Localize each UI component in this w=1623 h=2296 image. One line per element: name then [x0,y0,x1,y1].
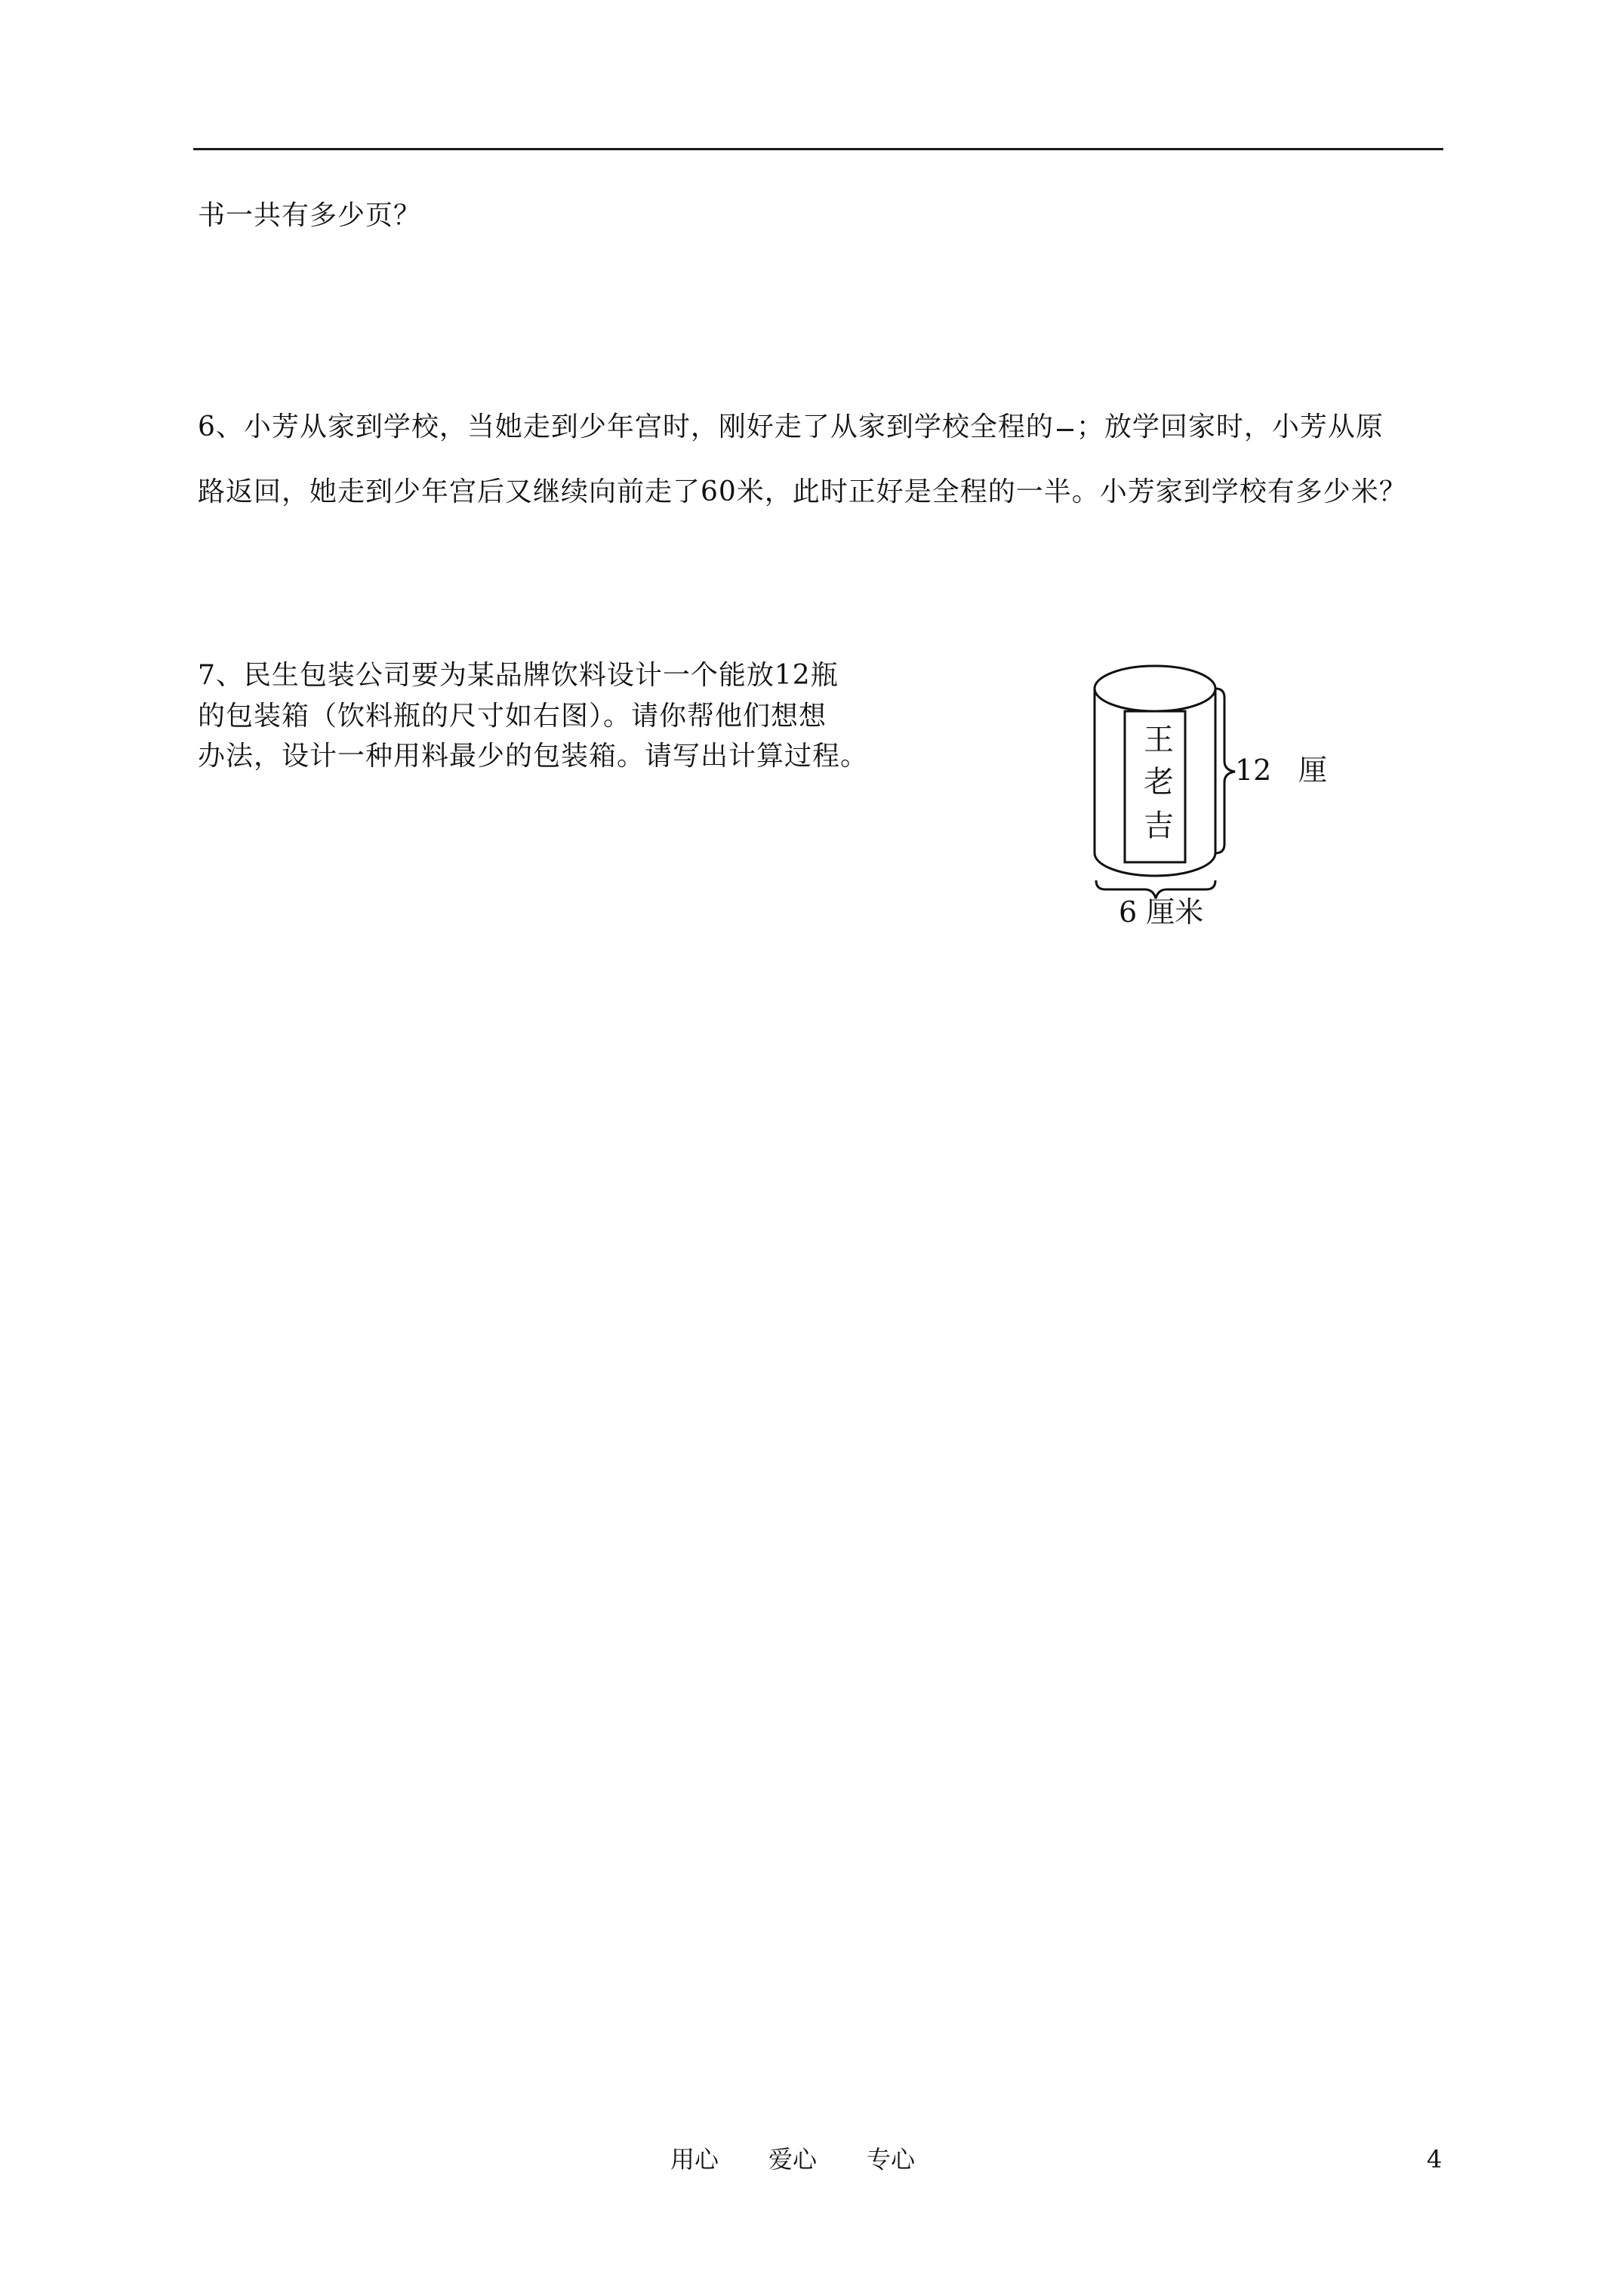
question-6-text-start: 6、小芳从家到学校，当她走到少年宫时，刚好走了从家到学校全程的 [198,411,1054,442]
brand-char-3: 吉 [1144,809,1174,843]
page-number: 4 [1427,2145,1443,2174]
footer-slogan-3: 专心 [867,2145,916,2174]
footer-slogan-2: 爱心 [768,2145,818,2174]
brand-char-1: 王 [1144,723,1174,757]
question-continuation: 书一共有多少页？ [198,200,422,231]
fraction-placeholder [1054,415,1076,442]
bottle-top-ellipse [1095,666,1215,711]
page-footer [0,2143,1623,2180]
width-label: 6 厘米 [1119,895,1204,929]
question-6-line-2: 路返回，她走到少年宫后又继续向前走了60米，此时正好是全程的一半。小芳家到学校有多少米？ [198,476,1407,507]
header-rule [193,148,1443,150]
height-brace [1215,689,1235,853]
bottle-figure [1057,649,1359,951]
height-unit: 厘 [1298,754,1328,787]
footer-slogan-1: 用心 [670,2145,719,2174]
height-value: 12 [1235,754,1272,787]
bottle-bottom-arc [1095,853,1215,876]
question-6-line-1 [198,411,1384,444]
question-7-line-3: 办法，设计一种用料最少的包装箱。请写出计算过程。 [198,741,869,772]
bottle-drawing [1057,649,1359,951]
question-7-line-2: 的包装箱（饮料瓶的尺寸如右图）。请你帮他们想想 [198,701,827,732]
question-6-text-end: ；放学回家时，小芳从原 [1076,411,1384,442]
brand-char-2: 老 [1144,765,1174,800]
question-7-line-1: 7、民生包装公司要为某品牌饮料设计一个能放12瓶 [198,660,839,691]
